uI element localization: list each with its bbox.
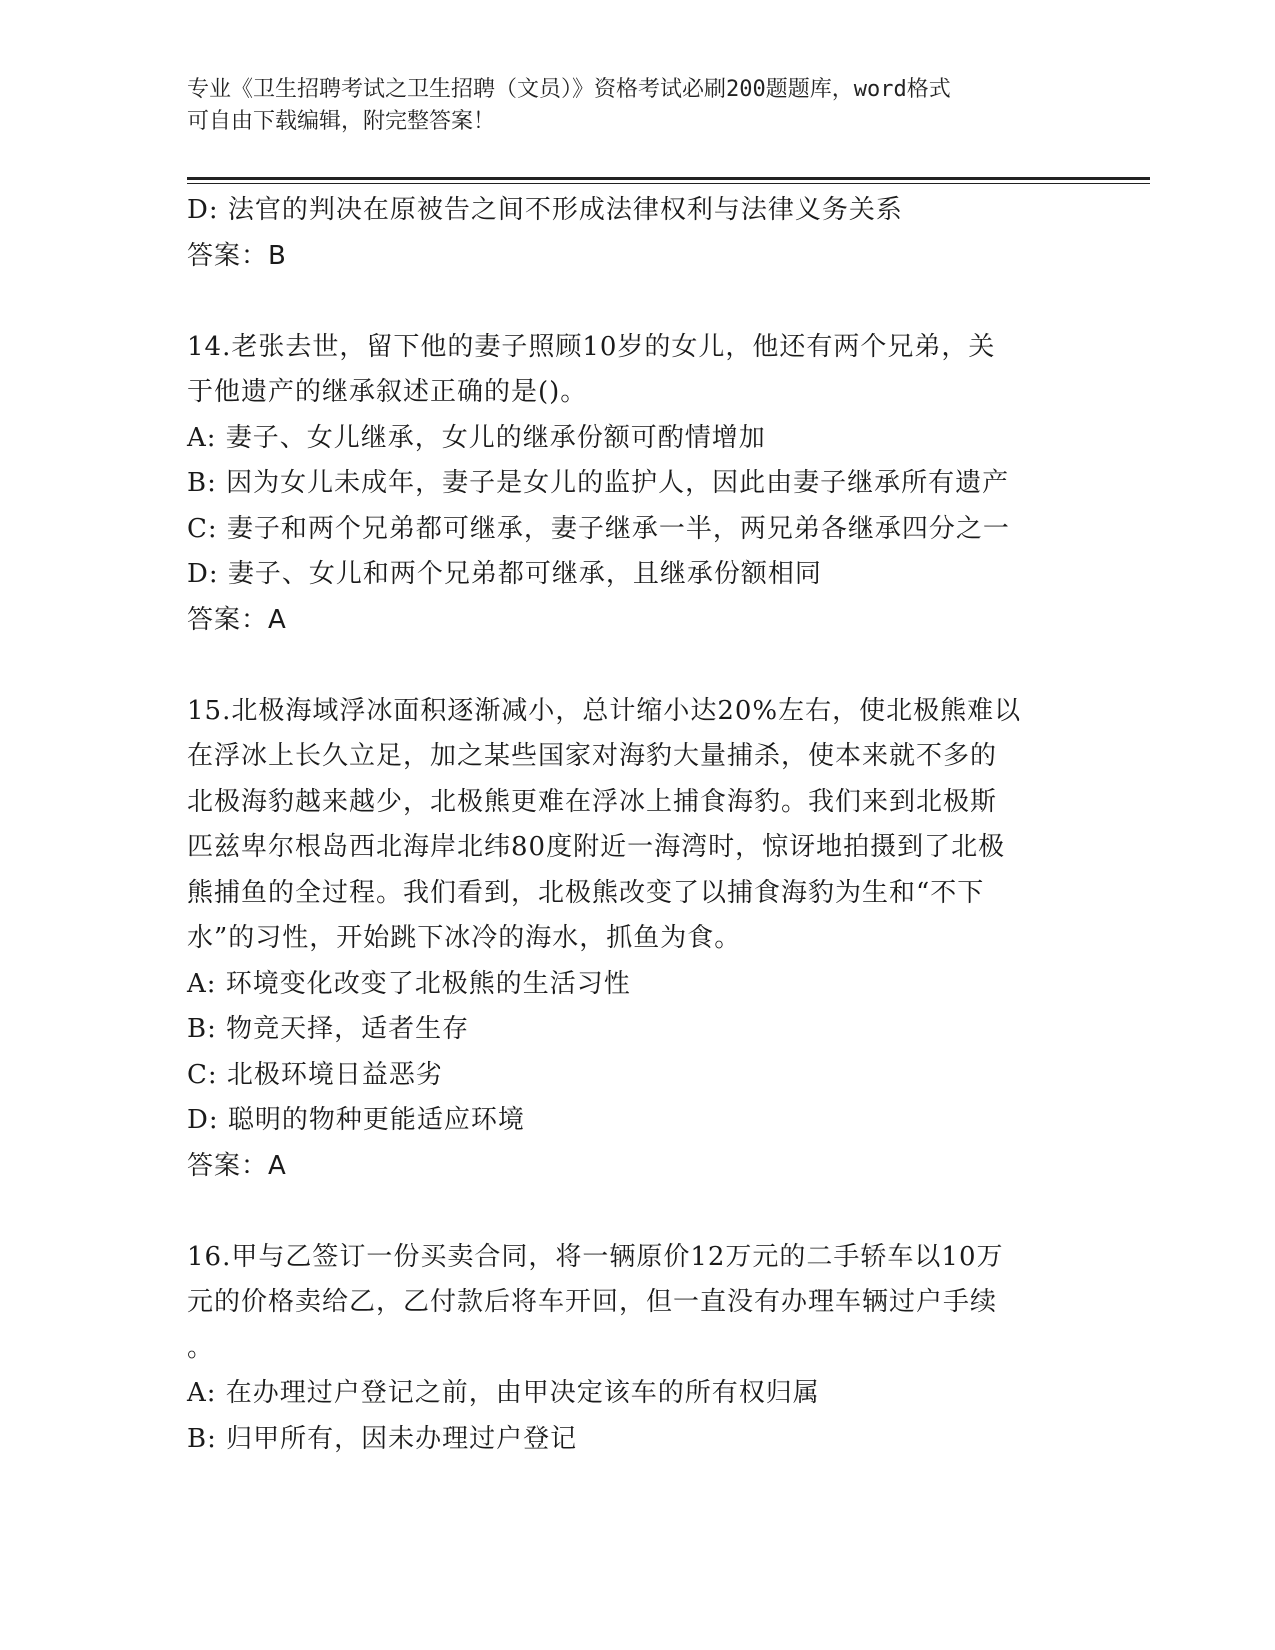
spacer [187, 279, 1067, 325]
question-text-line: 熊捕鱼的全过程。我们看到，北极熊改变了以捕食海豹为生和“不下 [187, 877, 985, 908]
option-c: C: 北极环境日益恶劣 [187, 1059, 443, 1090]
question-text-line: 15.北极海域浮冰面积逐渐减小，总计缩小达20%左右，使北极熊难以 [187, 695, 1022, 726]
question-text-line: 匹兹卑尔根岛西北海岸北纬80度附近一海湾时，惊讶地拍摄到了北极 [187, 832, 1006, 862]
option-d: D: 法官的判决在原被告之间不形成法律权利与法律义务关系 [187, 195, 903, 225]
question-15 [187, 689, 1067, 1190]
option-b: B: 归甲所有，因未办理过户登记 [187, 1423, 578, 1454]
header-divider-thick [187, 177, 1150, 180]
question-14 [187, 325, 1067, 644]
option-d: D: 妻子、女儿和两个兄弟都可继承，且继承份额相同 [187, 559, 822, 589]
question-16 [187, 1235, 1067, 1463]
question-text-line: 元的价格卖给乙，乙付款后将车开回，但一直没有办理车辆过户手续 [187, 1287, 998, 1317]
question-text-line: 于他遗产的继承叙述正确的是()。 [187, 377, 588, 407]
option-c: C: 妻子和两个兄弟都可继承，妻子继承一半，两兄弟各继承四分之一 [187, 513, 1010, 544]
page-header [187, 74, 1067, 138]
question-text-line: 水”的习性，开始跳下冰冷的海水，抓鱼为食。 [187, 923, 742, 953]
header-divider-thin [187, 183, 1150, 184]
option-a: A: 在办理过户登记之前，由甲决定该车的所有权归属 [187, 1378, 820, 1408]
question-text-line: 北极海豹越来越少，北极熊更难在浮冰上捕食海豹。我们来到北极斯 [187, 786, 998, 817]
question-text-line: 在浮冰上长久立足，加之某些国家对海豹大量捕杀，使本来就不多的 [187, 741, 998, 771]
spacer [187, 643, 1067, 689]
answer-line: 答案：A [187, 604, 287, 635]
option-a: A: 环境变化改变了北极熊的生活习性 [187, 968, 631, 999]
question-text-line: 14.老张去世，留下他的妻子照顾10岁的女儿，他还有两个兄弟，关 [187, 331, 996, 362]
question-text-line: 16.甲与乙签订一份买卖合同，将一辆原价12万元的二手轿车以10万 [187, 1241, 1004, 1272]
spacer [187, 1189, 1067, 1235]
option-b: B: 物竞天择，适者生存 [187, 1014, 470, 1044]
option-a: A: 妻子、女儿继承，女儿的继承份额可酌情增加 [187, 422, 766, 453]
option-d: D: 聪明的物种更能适应环境 [187, 1105, 525, 1135]
previous-question-tail [187, 188, 1067, 279]
option-b: B: 因为女儿未成年，妻子是女儿的监护人，因此由妻子继承所有遗产 [187, 468, 1010, 498]
answer-line: 答案：B [187, 240, 287, 271]
header-title-line-2: 可自由下载编辑，附完整答案！ [187, 109, 496, 134]
header-title-line-1: 专业《卫生招聘考试之卫生招聘（文员）》资格考试必刷200题题库，word格式 [187, 77, 951, 102]
question-text-line: 。 [187, 1332, 215, 1363]
answer-line: 答案：A [187, 1150, 287, 1181]
document-body [187, 188, 1067, 1462]
